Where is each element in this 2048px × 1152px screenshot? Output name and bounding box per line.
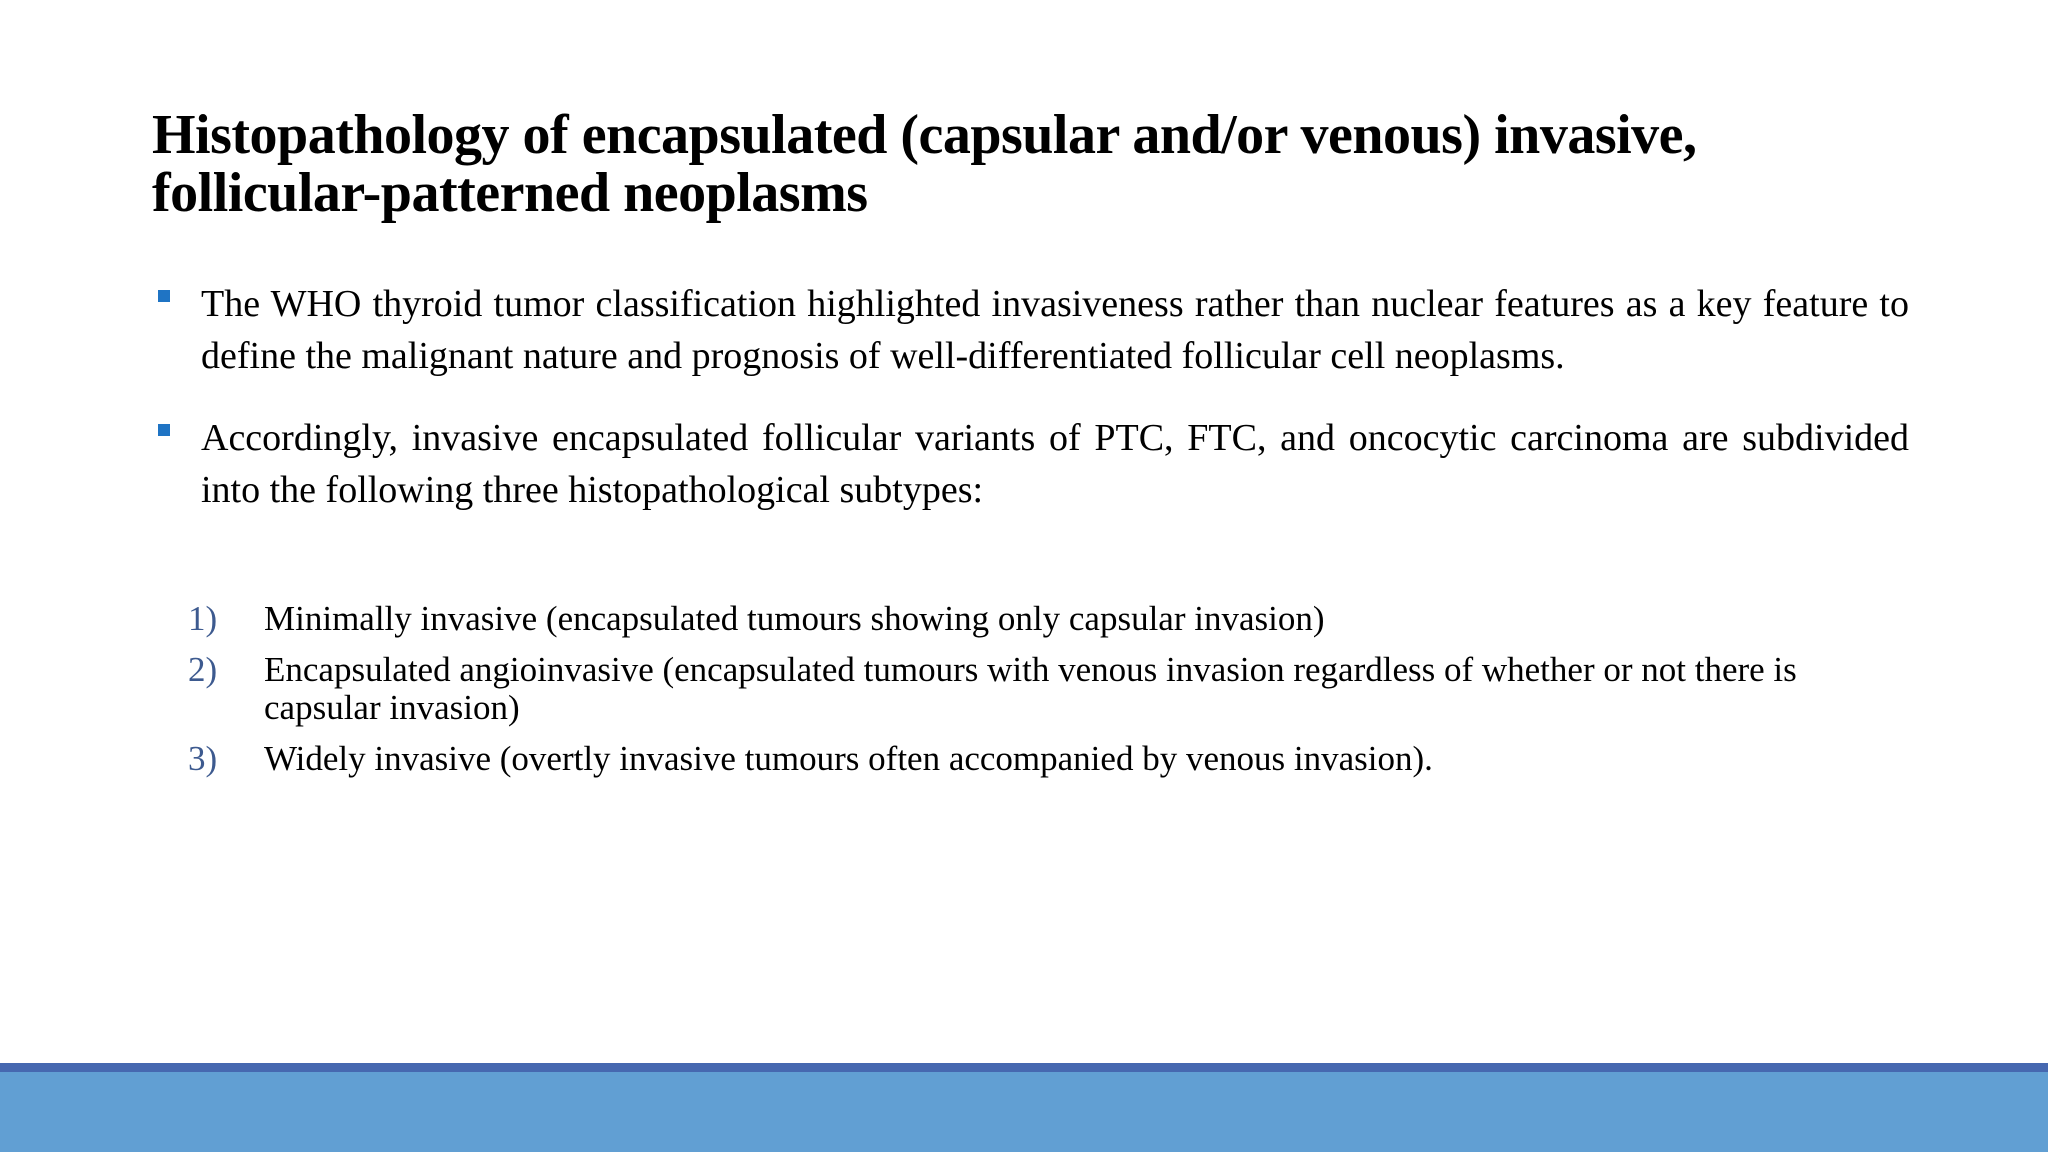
bullet-text: The WHO thyroid tumor classification highlighted invasiveness rather than nuclear features as a key feature to define the malignant nature and prognosis of well-differentiated follicular cell neoplasms. <box>201 283 1909 377</box>
footer-divider <box>0 1063 2048 1072</box>
slide-title: Histopathology of encapsulated (capsular and/or venous) invasive, follicular-patterned neoplasms <box>152 104 1697 224</box>
subtype-list <box>186 600 1846 791</box>
subtype-text: Minimally invasive (encapsulated tumours showing only capsular invasion) <box>264 599 1325 638</box>
subtype-item <box>186 740 1846 778</box>
list-number: 2) <box>188 650 218 689</box>
subtype-text: Widely invasive (overtly invasive tumours often accompanied by venous invasion). <box>264 739 1433 778</box>
subtype-text: Encapsulated angioinvasive (encapsulated tumours with venous invasion regardless of whether or not there is capsular invasion) <box>264 650 1797 727</box>
footer-band <box>0 1072 2048 1152</box>
square-bullet-icon <box>158 290 170 302</box>
subtype-item <box>186 651 1846 727</box>
square-bullet-icon <box>158 424 170 436</box>
subtype-item <box>186 600 1846 638</box>
bullet-item <box>152 412 1909 516</box>
bullet-item <box>152 278 1909 382</box>
bullet-list <box>152 278 1909 546</box>
list-number: 1) <box>188 599 218 638</box>
list-number: 3) <box>188 739 218 778</box>
bullet-text: Accordingly, invasive encapsulated follicular variants of PTC, FTC, and oncocytic carcinoma are subdivided into the following three histopathological subtypes: <box>201 417 1909 511</box>
